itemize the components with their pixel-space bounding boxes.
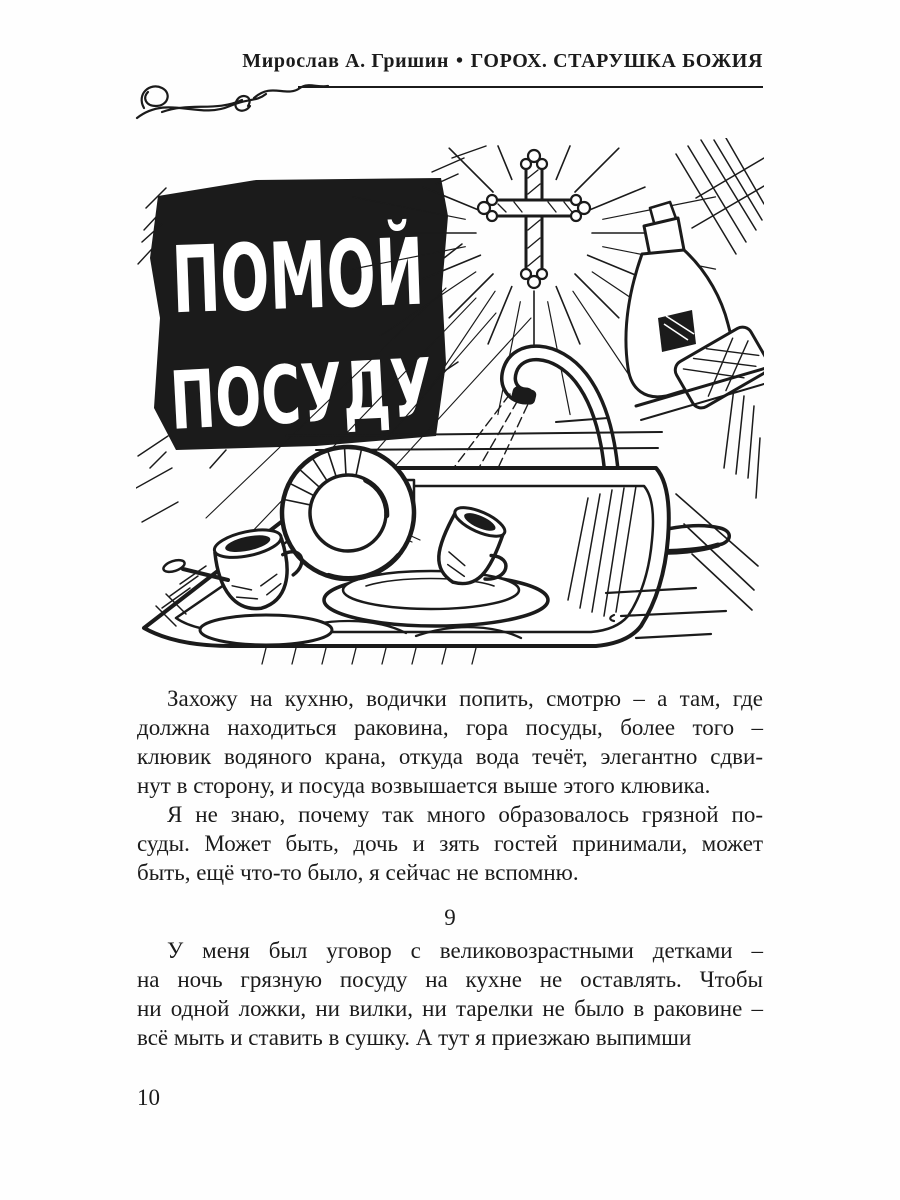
paragraph-1 [137, 684, 763, 800]
paragraph-2 [137, 800, 763, 887]
text-line: Я не знаю, почему так много образовалось грязной по- [167, 802, 763, 827]
book-title: ГОРОХ. СТАРУШКА БОЖИЯ [470, 50, 763, 72]
page-number: 10 [137, 1085, 160, 1110]
author-name: Мирослав А. Гришин [242, 50, 449, 72]
flourish-icon [134, 76, 330, 132]
soap-bottle-icon [626, 138, 764, 498]
separator-dot: • [456, 50, 464, 72]
text-line: нут в сторону, и посуда возвышается выше этого клювика. [137, 773, 711, 798]
text-line: должна находиться раковина, гора посуды, более того – [137, 715, 763, 740]
running-header [242, 50, 763, 73]
text-line: У меня был уговор с великовозрастными детками – [167, 938, 763, 963]
text-line: быть, ещё что-то было, я сейчас не вспомню. [137, 860, 579, 885]
text-line: всё мыть и ставить в сушку. А тут я приезжаю выпимши [137, 1025, 692, 1050]
illustration-title-line2: ПОСУДУ [167, 334, 561, 448]
illustration-title-line1: ПОМОЙ [170, 213, 576, 335]
plate-under-cup [200, 615, 332, 645]
text-line: на ночь грязную посуду на кухне не оставлять. Чтобы [137, 967, 763, 992]
orthodox-cross-icon [478, 150, 590, 288]
illustration-title-block [142, 174, 576, 468]
illustration [136, 138, 764, 666]
text-line: суды. Может быть, дочь и зять гостей принимали, может [137, 831, 763, 856]
text-line: клювик водяного крана, откуда вода течёт, элегантно сдви- [137, 744, 763, 769]
text-line: ни одной ложки, ни вилки, ни тарелки не было в раковине – [137, 996, 763, 1021]
body-text [137, 684, 763, 887]
text-line: Захожу на кухню, водички попить, смотрю – а там, где [167, 686, 763, 711]
paragraph-3 [137, 936, 763, 1052]
section-number: 9 [444, 905, 456, 930]
header-rule [298, 86, 763, 88]
